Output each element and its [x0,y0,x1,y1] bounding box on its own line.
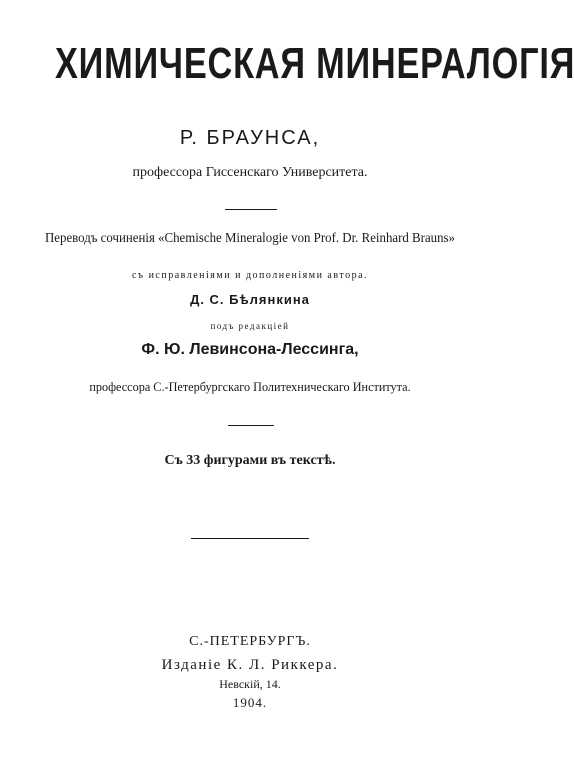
author-role: профессора Гиссенскаго Университета. [132,165,368,180]
imprint-city: С.-ПЕТЕРБУРГЪ. [189,634,311,649]
book-title: ХИМИЧЕСКАЯ МИНЕРАЛОГІЯ [55,39,575,88]
divider-rule [191,538,309,539]
editor-note: подъ редакціей [210,321,290,331]
editor-name: Ф. Ю. Левинсона-Лессинга, [141,341,359,358]
editor-role: профессора С.-Петербургскаго Политехническаго Института. [89,379,411,394]
author-name: Р. БРАУНСА, [179,127,321,149]
figures-note: Съ 33 фигурами въ текстѣ. [164,453,336,468]
imprint-year: 1904. [232,695,268,710]
imprint-address: Невскій, 14. [219,677,281,691]
translator-name: Д. С. Бѣлянкина [190,292,310,307]
imprint-publisher: Изданіе К. Л. Риккера. [161,657,339,673]
translation-note: Переводъ сочиненія «Chemische Mineralogie von Prof. Dr. Reinhard Brauns» [44,231,456,246]
corrections-note: съ исправленіями и дополненіями автора. [131,270,369,281]
divider-rule [228,425,274,426]
divider-rule [225,209,277,210]
